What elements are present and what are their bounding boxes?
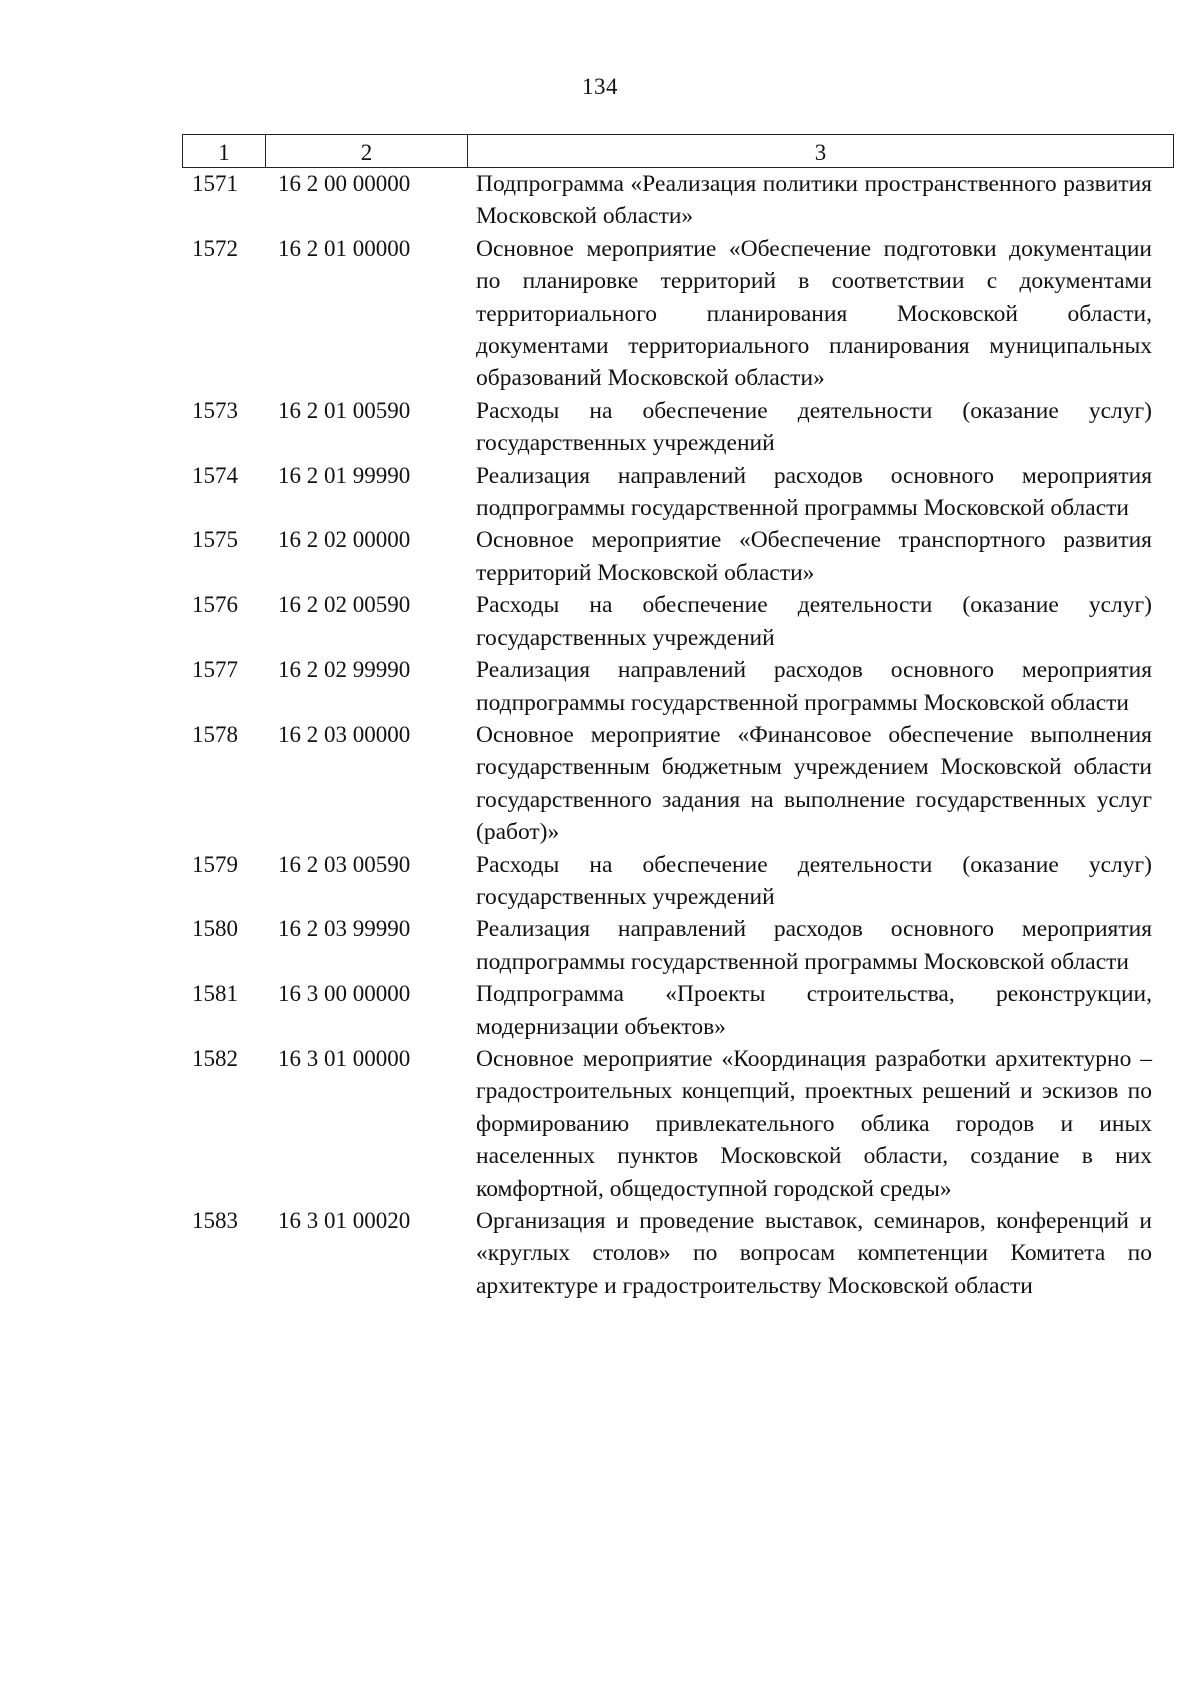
table-row xyxy=(0,395,1200,460)
header-col-1: 1 xyxy=(183,135,266,167)
row-description: Реализация направлений расходов основного мероприятия подпрограммы государственной программы Московской области xyxy=(476,916,1152,975)
row-description: Основное мероприятие «Обеспечение подготовки документации по планировке территорий в соответствии с документами территориального планирования Московской области, документами территориального планирования муниципальных образований Московской области» xyxy=(476,235,1152,392)
table-row xyxy=(0,168,1200,233)
row-description: Организация и проведение выставок, семинаров, конференций и «круглых столов» по вопросам компетенции Комитета по архитектуре и градостроительству Московской области xyxy=(476,1208,1152,1299)
row-code: 16 2 03 00000 xyxy=(278,721,411,747)
table-row xyxy=(0,1043,1200,1205)
table-row xyxy=(0,524,1200,589)
row-description: Подпрограмма «Проекты строительства, реконструкции, модернизации объектов» xyxy=(476,981,1152,1040)
row-number: 1579 xyxy=(192,851,238,877)
row-code: 16 2 02 00000 xyxy=(278,527,411,553)
row-number: 1582 xyxy=(192,1045,238,1071)
page-number: 134 xyxy=(582,74,618,99)
table-row xyxy=(0,1205,1200,1302)
row-code: 16 2 02 99990 xyxy=(278,657,411,683)
row-description: Основное мероприятие «Координация разработки архитектурно – градостроительных концепций, проектных решений и эскизов по формированию привлекательного облика городов и иных населенных пунктов Московской области, создание в них комфортной, общедоступной городской среды» xyxy=(476,1045,1152,1202)
row-code: 16 2 01 00000 xyxy=(278,235,411,261)
row-number: 1573 xyxy=(192,397,238,423)
table-row xyxy=(0,460,1200,525)
table-row xyxy=(0,719,1200,849)
row-number: 1578 xyxy=(192,721,238,747)
table-row xyxy=(0,913,1200,978)
row-number: 1575 xyxy=(192,527,238,553)
row-code: 16 2 02 00590 xyxy=(278,592,411,618)
row-number: 1580 xyxy=(192,916,238,942)
row-description: Основное мероприятие «Обеспечение транспортного развития территорий Московской области» xyxy=(476,527,1152,586)
row-code: 16 3 01 00000 xyxy=(278,1045,411,1071)
table-row xyxy=(0,589,1200,654)
row-description: Расходы на обеспечение деятельности (оказание услуг) государственных учреждений xyxy=(476,592,1152,651)
row-code: 16 2 03 99990 xyxy=(278,916,411,942)
table-row xyxy=(0,978,1200,1043)
row-code: 16 2 01 99990 xyxy=(278,462,411,488)
table-body xyxy=(0,168,1200,1302)
table-row xyxy=(0,233,1200,395)
row-code: 16 3 00 00000 xyxy=(278,981,411,1007)
row-number: 1571 xyxy=(192,171,238,196)
row-number: 1583 xyxy=(192,1208,238,1233)
row-description: Основное мероприятие «Финансовое обеспечение выполнения государственным бюджетным учреждением Московской области государственного задания на выполнение государственных услуг (работ)» xyxy=(476,721,1152,846)
table-header xyxy=(182,134,1174,168)
row-code: 16 3 01 00020 xyxy=(278,1208,411,1233)
row-number: 1577 xyxy=(192,657,238,683)
row-description: Подпрограмма «Реализация политики пространственного развития Московской области» xyxy=(476,171,1152,230)
row-number: 1574 xyxy=(192,462,238,488)
table-row xyxy=(0,654,1200,719)
header-col-2: 2 xyxy=(266,135,468,167)
row-description: Реализация направлений расходов основного мероприятия подпрограммы государственной программы Московской области xyxy=(476,462,1152,522)
row-description: Расходы на обеспечение деятельности (оказание услуг) государственных учреждений xyxy=(476,397,1152,457)
row-description: Расходы на обеспечение деятельности (оказание услуг) государственных учреждений xyxy=(476,851,1152,910)
row-number: 1581 xyxy=(192,981,238,1007)
table-row xyxy=(0,849,1200,914)
row-code: 16 2 01 00590 xyxy=(278,397,411,423)
row-code: 16 2 00 00000 xyxy=(278,171,411,196)
row-number: 1576 xyxy=(192,592,238,618)
row-description: Реализация направлений расходов основного мероприятия подпрограммы государственной программы Московской области xyxy=(476,657,1152,716)
row-number: 1572 xyxy=(192,235,238,261)
header-col-3: 3 xyxy=(814,140,827,165)
row-code: 16 2 03 00590 xyxy=(278,851,411,877)
